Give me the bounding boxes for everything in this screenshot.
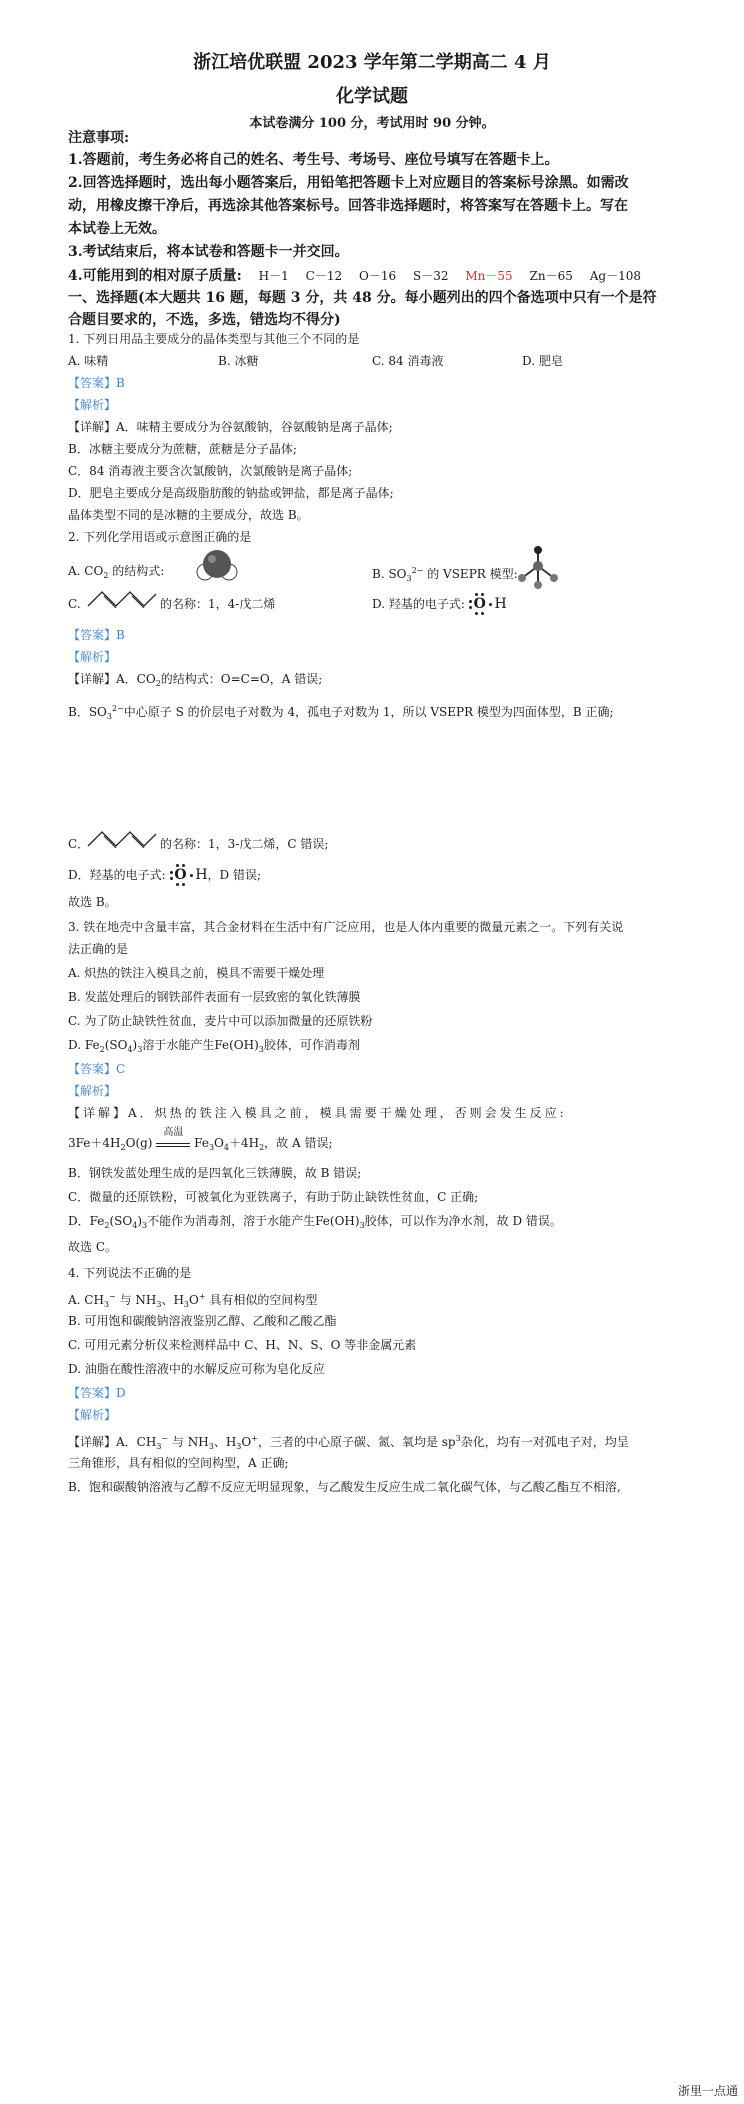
q2-option-b: B. $SO_3^{2-}$ 的 VSEPR 模型: bbox=[372, 566, 518, 583]
q4-option-d: D. 油脂在酸性溶液中的水解反应可称为皂化反应 bbox=[68, 1362, 325, 1376]
q4-option-a: A. $CH_3^-$ 与 $NH_3$、$H_3O^+$ 具有相似的空间构型 bbox=[68, 1292, 318, 1309]
notice-item-1: 1.答题前，考生务必将自己的姓名、考生号、考场号、座位号填写在答题卡上。 bbox=[68, 152, 559, 168]
q2-analysis: 【解析】 bbox=[68, 650, 117, 664]
mass-zn: Zn－65 bbox=[529, 269, 573, 283]
q3-conclude: 故选 C。 bbox=[68, 1240, 117, 1254]
q4-detail-b: B．饱和碳酸钠溶液与乙醇不反应无明显现象，与乙酸发生反应生成二氧化碳气体，与乙酸乙酯互不相溶, bbox=[68, 1480, 621, 1494]
q2-detail-d: D．羟基的电子式: O H，D 错误; bbox=[68, 866, 261, 884]
q3-detail-a: 【详解】A．炽热的铁注入模具之前，模具需要干燥处理，否则会发生反应: bbox=[68, 1106, 567, 1120]
score-note: 本试卷满分 100 分，考试用时 90 分钟。 bbox=[249, 116, 495, 131]
q1-option-d: D. 肥皂 bbox=[522, 354, 563, 368]
mass-mn: Mn－55 bbox=[465, 269, 513, 283]
mass-h: H－1 bbox=[258, 269, 289, 283]
q2-detail-c-label: C． bbox=[68, 837, 90, 851]
co2-model-image bbox=[192, 546, 242, 586]
q3-detail-d: D．$Fe_2(SO_4)_3$不能作为消毒剂，溶于水能产生$Fe(OH)_3$胶体，可以作为净水剂，故 D 错误。 bbox=[68, 1214, 562, 1230]
q4-option-c: C. 可用元素分析仪来检测样品中 C、H、N、S、O 等非金属元素 bbox=[68, 1338, 417, 1352]
atomic-mass-label: 4.可能用到的相对原子质量: bbox=[68, 268, 242, 284]
mass-s: S－32 bbox=[412, 269, 449, 283]
exam-subject: 化学试题 bbox=[336, 86, 408, 107]
q4-analysis: 【解析】 bbox=[68, 1408, 117, 1422]
q1-answer: 【答案】B bbox=[68, 376, 125, 390]
q1-stem: 1. 下列日用品主要成分的晶体类型与其他三个不同的是 bbox=[68, 332, 360, 346]
q1-detail-5: 晶体类型不同的是冰糖的主要成分，故选 B。 bbox=[68, 508, 309, 522]
q3-analysis: 【解析】 bbox=[68, 1084, 117, 1098]
pentadiene-skeletal-image-2 bbox=[86, 828, 158, 848]
mass-o: O－16 bbox=[358, 269, 397, 283]
mass-ag: Ag－108 bbox=[589, 269, 641, 283]
notice-item-2b: 动，用橡皮擦干净后，再选涂其他答案标号。回答非选择题时，将答案写在答题卡上。写在 bbox=[68, 198, 628, 214]
notice-heading: 注意事项: bbox=[68, 130, 130, 146]
atomic-masses bbox=[68, 266, 688, 286]
q3-option-b: B. 发蓝处理后的钢铁部件表面有一层致密的氧化铁薄膜 bbox=[68, 990, 361, 1004]
q2-answer: 【答案】B bbox=[68, 628, 125, 642]
watermark-footer: 浙里一点通 bbox=[677, 2084, 738, 2098]
so3-vsepr-model-image bbox=[510, 540, 566, 590]
section1-line2: 合题目要求的，不选，多选，错选均不得分) bbox=[68, 312, 341, 328]
notice-item-2c: 本试卷上无效。 bbox=[68, 221, 166, 237]
section1-line1: 一、选择题(本大题共 16 题，每题 3 分，共 48 分。每小题列出的四个备选项中只有一个是符 bbox=[68, 290, 657, 306]
pentadiene-skeletal-image bbox=[86, 588, 158, 608]
q4-detail-a2: 三角锥形，具有相似的空间构型，A 正确; bbox=[68, 1456, 289, 1470]
q1-option-a: A. 味精 bbox=[68, 354, 109, 368]
q4-option-b: B. 可用饱和碳酸钠溶液鉴别乙醇、乙酸和乙酸乙酯 bbox=[68, 1314, 337, 1328]
q2-stem: 2. 下列化学用语或示意图正确的是 bbox=[68, 530, 252, 544]
q1-option-b: B. 冰糖 bbox=[218, 354, 259, 368]
q3-stem-1: 3. 铁在地壳中含量丰富，其合金材料在生活中有广泛应用，也是人体内重要的微量元素之一。下列有关说 bbox=[68, 920, 624, 934]
q1-option-c: C. 84 消毒液 bbox=[372, 354, 444, 368]
q2-detail-c: 的名称：1，3-戊二烯，C 错误; bbox=[160, 837, 329, 851]
exam-title: 浙江培优联盟 2023 学年第二学期高二 4 月 bbox=[193, 52, 551, 73]
q3-detail-c: C．微量的还原铁粉，可被氧化为亚铁离子，有助于防止缺铁性贫血，C 正确; bbox=[68, 1190, 479, 1204]
q2-conclude: 故选 B。 bbox=[68, 895, 117, 909]
notice-item-3: 3.考试结束后，将本试卷和答题卡一并交回。 bbox=[68, 244, 349, 260]
q2-option-a: A. $CO_2$ 的结构式: bbox=[68, 564, 165, 580]
q2-detail-a: 【详解】A．$CO_2$的结构式：O=C=O，A 错误; bbox=[68, 672, 323, 688]
q4-detail-a: 【详解】A．$CH_3^-$ 与 $NH_3$、$H_3O^+$，三者的中心原子碳、氮、氧均是 $sp^3$杂化，均有一对孤电子对，均呈 bbox=[68, 1434, 629, 1451]
q3-option-d: D. $Fe_2(SO_4)_3$溶于水能产生$Fe(OH)_3$胶体，可作消毒剂 bbox=[68, 1038, 360, 1054]
q1-analysis: 【解析】 bbox=[68, 398, 117, 412]
q1-detail-2: B．冰糖主要成分为蔗糖，蔗糖是分子晶体; bbox=[68, 442, 297, 456]
q1-detail-3: C．84 消毒液主要含次氯酸钠，次氯酸钠是离子晶体; bbox=[68, 464, 353, 478]
q4-answer: 【答案】D bbox=[68, 1386, 126, 1400]
q2-option-c: 的名称：1，4-戊二烯 bbox=[160, 597, 276, 611]
q3-equation: $3Fe+4H_2O(g)$ 高温 $Fe_3O_4+4H_2$，故 A 错误; bbox=[68, 1127, 333, 1152]
q3-stem-2: 法正确的是 bbox=[68, 942, 129, 956]
q1-detail-1: 【详解】A．味精主要成分为谷氨酸钠，谷氨酸钠是离子晶体; bbox=[68, 420, 393, 434]
q3-option-a: A. 炽热的铁注入模具之前，模具不需要干燥处理 bbox=[68, 966, 325, 980]
q3-detail-b: B．钢铁发蓝处理生成的是四氧化三铁薄膜，故 B 错误; bbox=[68, 1166, 362, 1180]
q2-option-c-label: C. bbox=[68, 597, 81, 611]
q2-detail-b: B．$SO_3^{2-}$中心原子 S 的价层电子对数为 4，孤电子对数为 1，所以 VSEPR 模型为四面体型，B 正确; bbox=[68, 704, 614, 721]
q3-option-c: C. 为了防止缺铁性贫血，麦片中可以添加微量的还原铁粉 bbox=[68, 1014, 373, 1028]
q4-stem: 4. 下列说法不正确的是 bbox=[68, 1266, 192, 1280]
q1-detail-4: D．肥皂主要成分是高级脂肪酸的钠盐或钾盐，都是离子晶体; bbox=[68, 486, 394, 500]
q3-answer: 【答案】C bbox=[68, 1062, 126, 1076]
notice-item-2a: 2.回答选择题时，选出每小题答案后，用铅笔把答题卡上对应题目的答案标号涂黑。如需改 bbox=[68, 175, 629, 191]
q2-option-d: D. 羟基的电子式: O H bbox=[372, 595, 507, 613]
mass-c: C－12 bbox=[305, 269, 343, 283]
